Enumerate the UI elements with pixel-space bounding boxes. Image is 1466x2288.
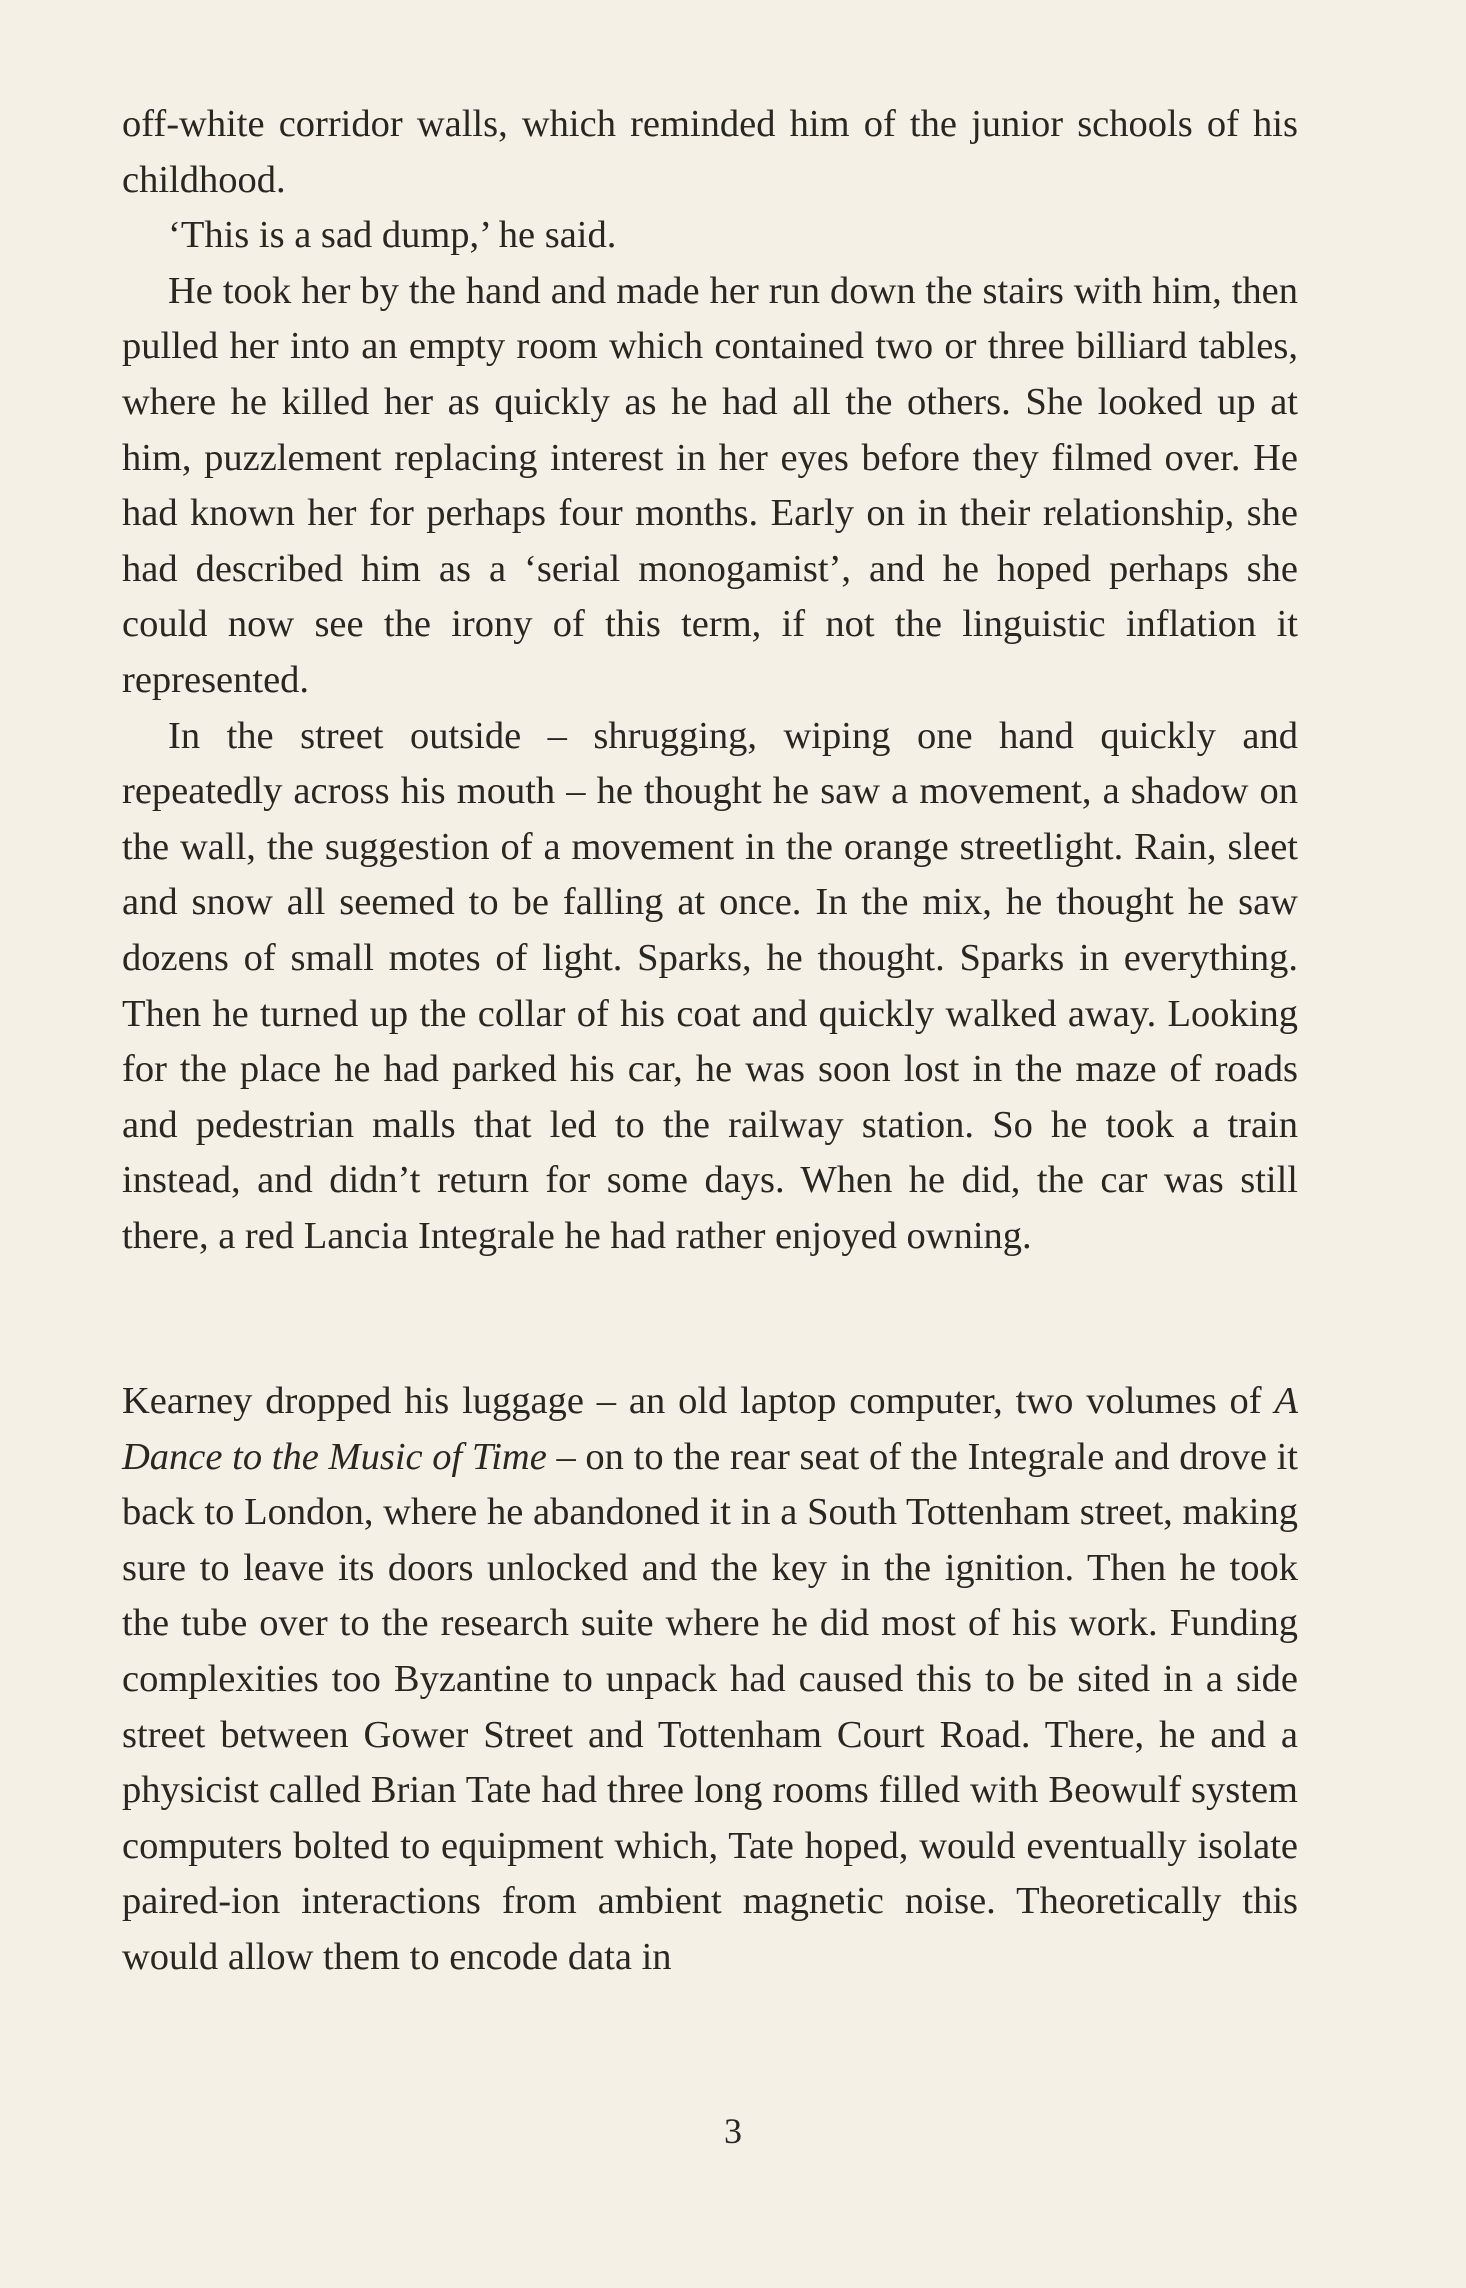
book-title: A Dance to the Music of Time	[122, 1380, 1298, 1478]
text-block-top	[122, 97, 1298, 1264]
paragraph-kearney	[122, 1374, 1298, 1986]
page-number: 3	[724, 2111, 742, 2151]
paragraph-street-outside: In the street outside – shrugging, wiping one hand quickly and repeatedly across his mouth – he thought he saw a movement, a shadow on the wall, the suggestion of a movement in the orange streetlight. Rain, sleet and snow all seemed to be falling at once. In the mix, he thought he saw dozens of small motes of light. Sparks, he thought. Sparks in everything. Then he turned up the collar of his coat and quickly walked away. Looking for the place he had parked his car, he was soon lost in the maze of roads and pedestrian malls that led to the railway station. So he took a train instead, and didn’t return for some days. When he did, the car was still there, a red Lancia Integrale he had rather enjoyed owning.	[122, 714, 1298, 1257]
paragraph-billiard-room: He took her by the hand and made her run down the stairs with him, then pulled her into an empty room which contained two or three billiard tables, where he killed her as quickly as he had all the others. She looked up at him, puzzlement replacing interest in her eyes before they filmed over. He had known her for perhaps four months. Early on in their relationship, she had described him as a ‘serial monogamist’, and he hoped perhaps she could now see the irony of this term, if not the linguistic inflation it represented.	[122, 269, 1298, 701]
text-block-bottom	[122, 1374, 1298, 1986]
paragraph-dialogue: ‘This is a sad dump,’ he said.	[168, 214, 617, 257]
paragraph-kearney-part1: Kearney dropped his luggage – an old laptop computer, two volumes of	[122, 1380, 1275, 1422]
paragraph-continuation: off-white corridor walls, which reminded him of the junior schools of his childhood.	[122, 103, 1298, 201]
paragraph-kearney-part2: – on to the rear seat of the Integrale and drove it back to London, where he abandoned it in a South Tottenham street, making sure to leave its doors unlocked and the key in the ignition. Then he took the tube over to the research suite where he did most of his work. Funding complexities too Byzantine to unpack had caused this to be sited in a side street between Gower Street and Tottenham Court Road. There, he and a physicist called Brian Tate had three long rooms filled with Beowulf system computers bolted to equipment which, Tate hoped, would eventually isolate paired-ion interactions from ambient magnetic noise. Theoretically this would allow them to encode data in	[122, 1435, 1299, 1978]
